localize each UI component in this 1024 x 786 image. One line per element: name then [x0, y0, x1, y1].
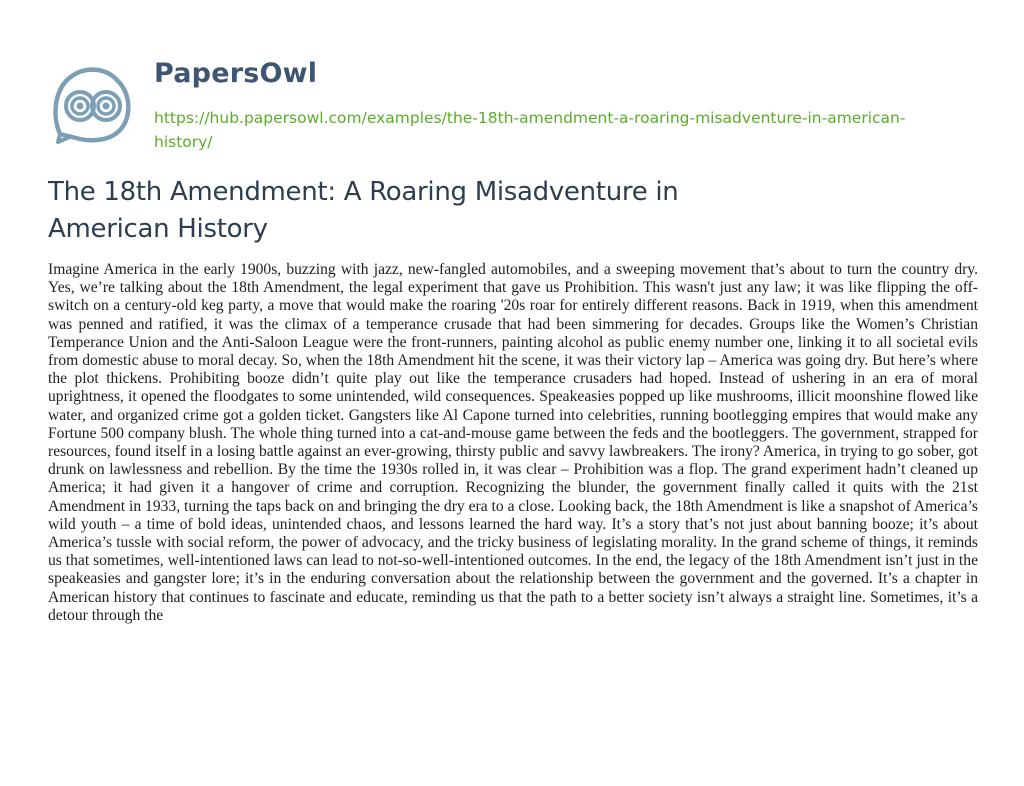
document-title: The 18th Amendment: A Roaring Misadventure in American History [48, 177, 679, 244]
document-body: Imagine America in the early 1900s, buzzing with jazz, new-fangled automobiles, and a sweeping movement that’s about to turn the country dry. Yes, we’re talking about the 18th Amendment, the legal experiment that gave us Prohibition. This wasn't just any law; it was like flipping the off-switch on a century-old keg party, a move that would make the roaring '20s roar for entirely different reasons. Back in 1919, when this amendment was penned and ratified, it was the climax of a temperance crusade that had been simmering for decades. Groups like the Women’s Christian Temperance Union and the Anti-Saloon League were the front-runners, painting alcohol as public enemy number one, linking it to all societal evils from domestic abuse to moral decay. So, when the 18th Amendment hit the scene, it was their victory lap – America was going dry. But here’s where the plot thickens. Prohibiting booze didn’t quite play out like the temperance crusaders had hoped. Instead of ushering in an era of moral uprightness, it opened the floodgates to some unintended, wild consequences. Speakeasies popped up like mushrooms, illicit moonshine flowed like water, and organized crime got a golden ticket. Gangsters like Al Capone turned into celebrities, running bootlegging empires that would make any Fortune 500 company blush. The whole thing turned into a cat-and-mouse game between the feds and the bootleggers. The government, strapped for resources, found itself in a losing battle against an ever-growing, thirsty public and savvy lawbreakers. The irony? America, in trying to go sober, got drunk on lawlessness and rebellion. By the time the 1930s rolled in, it was clear – Prohibition was a flop. The grand experiment hadn’t cleaned up America; it had given it a hangover of crime and corruption. Recognizing the blunder, the government finally called it quits with the 21st Amendment in 1933, turning the taps back on and bringing the dry era to a close. Looking back, the 18th Amendment is like a snapshot of America’s wild youth – a time of bold ideas, unintended chaos, and lessons learned the hard way. It’s a story that’s not just about banning booze; it’s about America’s tussle with social reform, the power of advocacy, and the tricky business of legislating morality. In the grand scheme of things, it reminds us that sometimes, well-intentioned laws can lead to not-so-well-intentioned outcomes. In the end, the legacy of the 18th Amendment isn’t just in the speakeasies and gangster lore; it’s in the enduring conversation about the relationship between the government and the governed. It’s a chapter in American history that continues to fascinate and educate, reminding us that the path to a better society isn’t always a straight line. Sometimes, it’s a detour through the [48, 261, 978, 624]
brand-name: PapersOwl [154, 58, 318, 89]
source-url-link[interactable]: https://hub.papersowl.com/examples/the-18th-amendment-a-roaring-misadventure-in-american-history/ [154, 109, 906, 151]
owl-eyes-logo-icon [50, 62, 134, 146]
